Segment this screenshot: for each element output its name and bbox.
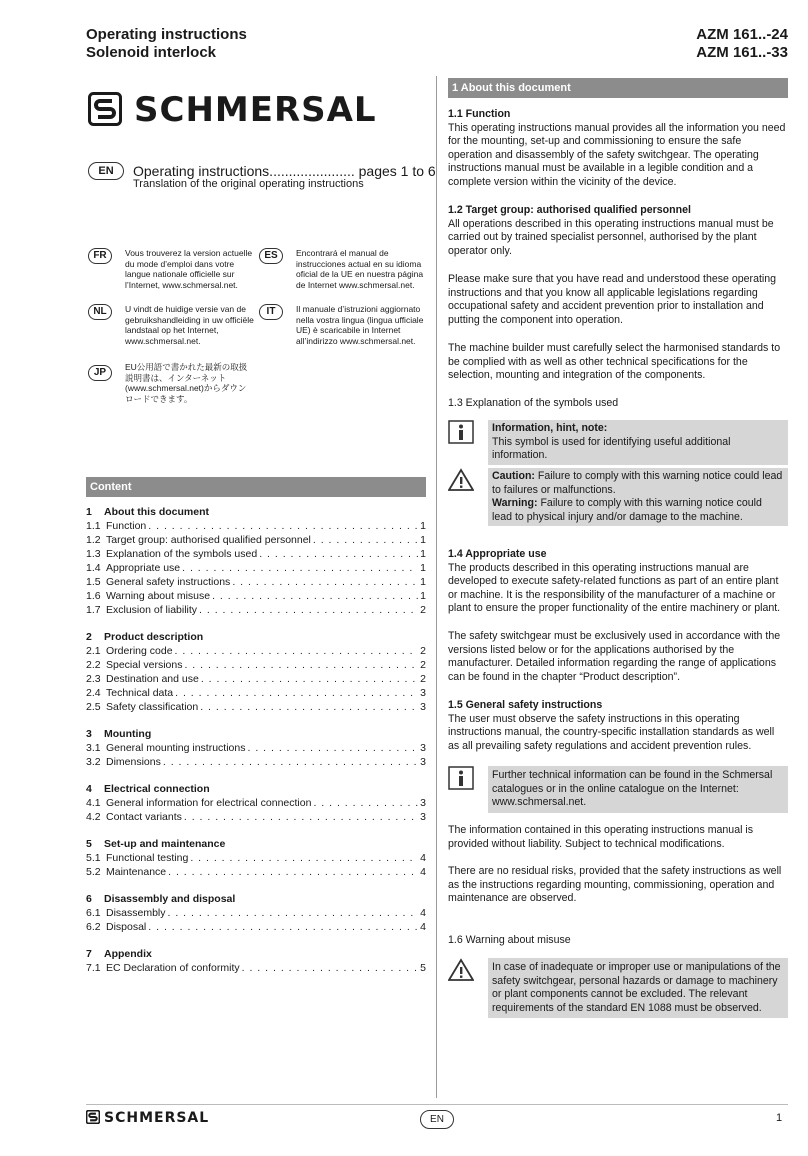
- toc-label: Contact variants: [106, 811, 182, 823]
- toc-number: 3.1: [86, 742, 101, 754]
- toc-number: 5.1: [86, 852, 101, 864]
- toc-leader: [182, 561, 418, 575]
- paragraph: The safety switchgear must be exclusively used in accordance with the versions listed below or for the applications authorised by the manufacturer. Detailed information regarding the range of applications can be found in the chapter “Product description”.: [448, 630, 781, 683]
- toc-page: 3: [420, 742, 426, 754]
- toc-label: Appropriate use: [106, 562, 181, 574]
- toc-leader: [212, 589, 418, 603]
- lang-note-text: Encontrará el manual de instrucciones actual en su idioma oficial de la UE en nuestra página de Internet www.schmersal.net.: [296, 248, 424, 290]
- paragraph: Please make sure that you have read and understood these operating instructions and that you know all applicable legislations regarding occupational safety and accident prevention prior to installation and putting the component into operation.: [448, 273, 777, 326]
- lang-badge: JP: [88, 365, 112, 381]
- toc-number: 5: [86, 838, 92, 850]
- title-line-1: Operating instructions: [86, 26, 247, 43]
- toc-entry[interactable]: [86, 603, 426, 617]
- toc-entry[interactable]: [86, 810, 426, 824]
- warning-text: Failure to comply with this warning notice could lead to physical injury and/or damage to the machine.: [492, 497, 762, 523]
- lang-note-text: U vindt de huidige versie van de gebruikshandleiding in uw officiële landstaal op het Internet, www.schmersal.net.: [125, 304, 254, 346]
- toc-leader: [190, 851, 418, 865]
- toc-entry[interactable]: [86, 547, 426, 561]
- lang-note-es: [259, 248, 429, 290]
- toc-page: 5: [420, 962, 426, 974]
- toc-page: 4: [420, 866, 426, 878]
- table-of-contents: [86, 505, 426, 988]
- section-1-2: [448, 204, 788, 258]
- caution-note: [488, 468, 788, 526]
- section-title: 1.5 General safety instructions: [448, 699, 603, 711]
- toc-label: Function: [106, 520, 147, 532]
- toc-page: 4: [420, 907, 426, 919]
- content-heading: Content: [86, 477, 426, 497]
- page-number: 1: [776, 1112, 783, 1124]
- toc-leader: [175, 644, 419, 658]
- misuse-warning-note: In case of inadequate or improper use or manipulations of the safety switchgear, personal hazards or damage to machinery or plant components cannot be excluded. The relevant requirements of the standard EN 1088 must be observed.: [488, 958, 788, 1018]
- toc-leader: [201, 672, 418, 686]
- info-note: [488, 420, 788, 465]
- toc-page: 3: [420, 811, 426, 823]
- lang-badge-en: EN: [88, 162, 124, 180]
- column-divider: [436, 76, 437, 1098]
- toc-label: Warning about misuse: [106, 590, 211, 602]
- toc-number: 6.1: [86, 907, 101, 919]
- toc-number: 7.1: [86, 962, 101, 974]
- toc-leader: [168, 865, 418, 879]
- toc-page: 4: [420, 852, 426, 864]
- toc-entry[interactable]: [86, 519, 426, 533]
- section-title: 1.1 Function: [448, 108, 511, 120]
- toc-label: General information for electrical connection: [106, 797, 312, 809]
- toc-label: Ordering code: [106, 645, 173, 657]
- toc-entry[interactable]: [86, 961, 426, 975]
- toc-number: 2.2: [86, 659, 101, 671]
- info-icon: [448, 420, 474, 444]
- footer-logo: [86, 1110, 209, 1126]
- toc-group: [86, 947, 426, 975]
- footer-logo-text: SCHMERSAL: [104, 1110, 210, 1126]
- toc-page: 1: [420, 548, 426, 560]
- toc-label: Disposal: [106, 921, 147, 933]
- toc-title: Product description: [104, 631, 204, 643]
- toc-page: 2: [420, 659, 426, 671]
- toc-entry[interactable]: [86, 796, 426, 810]
- toc-label: Exclusion of liability: [106, 604, 198, 616]
- section-title: 1.6 Warning about misuse: [448, 934, 571, 946]
- toc-number: 1.6: [86, 590, 101, 602]
- toc-entry[interactable]: [86, 575, 426, 589]
- toc-group: [86, 630, 426, 714]
- lang-note-text: EU公用語で書かれた最新の取扱説明書は、インターネット(www.schmersal.net)からダウンロードできます。: [125, 362, 248, 404]
- toc-number: 2.3: [86, 673, 101, 685]
- toc-entry[interactable]: [86, 589, 426, 603]
- toc-number: 4: [86, 783, 92, 795]
- toc-label: Dimensions: [106, 756, 161, 768]
- toc-label: EC Declaration of conformity: [106, 962, 240, 974]
- toc-page: 2: [420, 645, 426, 657]
- toc-number: 1.2: [86, 534, 101, 546]
- toc-number: 1.5: [86, 576, 101, 588]
- paragraph: All operations described in this operating instructions manual must be carried out by trained specialist personnel, authorised by the plant operator only.: [448, 217, 774, 257]
- lang-note-it: [259, 304, 429, 346]
- toc-leader: [242, 961, 419, 975]
- model-number: [696, 26, 788, 62]
- toc-entry[interactable]: [86, 672, 426, 686]
- toc-label: General safety instructions: [106, 576, 231, 588]
- toc-entry[interactable]: [86, 755, 426, 769]
- toc-entry[interactable]: [86, 851, 426, 865]
- toc-number: 2.5: [86, 701, 101, 713]
- toc-label: Explanation of the symbols used: [106, 548, 258, 560]
- paragraph: The machine builder must carefully select the harmonised standards to be complied with as well as other technical specifications for the selection, mounting and integration of the components.: [448, 342, 781, 382]
- toc-title: Disassembly and disposal: [104, 893, 236, 905]
- section-1-4: [448, 548, 788, 616]
- toc-page: 1: [420, 562, 426, 574]
- toc-number: 6.2: [86, 921, 101, 933]
- toc-entry[interactable]: [86, 906, 426, 920]
- toc-leader: [313, 533, 418, 547]
- toc-leader: [148, 920, 418, 934]
- schmersal-logo: [88, 90, 377, 130]
- model-line-1: AZM 161..-24: [696, 26, 788, 43]
- toc-leader: [168, 906, 419, 920]
- info-note: Further technical information can be found in the Schmersal catalogues or in the online catalogue on the Internet: www.schmersal.net.: [488, 766, 788, 813]
- toc-leader: [175, 686, 418, 700]
- toc-label: Maintenance: [106, 866, 167, 878]
- lang-badge: IT: [259, 304, 283, 320]
- toc-group: [86, 727, 426, 769]
- toc-label: Destination and use: [106, 673, 199, 685]
- toc-leader: [199, 603, 418, 617]
- footer-divider: [86, 1104, 788, 1105]
- toc-title: Set-up and maintenance: [104, 838, 226, 850]
- toc-page: 1: [420, 534, 426, 546]
- toc-entry[interactable]: [86, 561, 426, 575]
- warning-triangle-icon: [448, 958, 474, 982]
- lang-note-text: Vous trouverez la version actuelle du mode d’emploi dans votre langue nationale officielle sur l’Internet, www.schmersal.net.: [125, 248, 253, 290]
- toc-number: 1: [86, 506, 92, 518]
- section-title: 1.2 Target group: authorised qualified personnel: [448, 204, 691, 216]
- paragraph: The user must observe the safety instructions in this operating instructions manual, the country-specific installation standards as well as all prevailing safety regulations and accident prevention rules.: [448, 712, 775, 752]
- section-title: 1.3 Explanation of the symbols used: [448, 397, 619, 409]
- section-title: 1.4 Appropriate use: [448, 548, 547, 560]
- lang-badge: NL: [88, 304, 112, 320]
- paragraph: There are no residual risks, provided that the safety instructions as well as the instructions regarding mounting, commissioning, operation and maintenance are observed.: [448, 865, 782, 905]
- schmersal-logo-icon: [88, 92, 122, 126]
- document-title: [86, 26, 247, 62]
- model-line-2: AZM 161..-33: [696, 44, 788, 61]
- toc-page: 1: [420, 520, 426, 532]
- toc-number: 1.3: [86, 548, 101, 560]
- intro-title: Operating instructions...................... pages 1 to 6: [133, 163, 436, 179]
- toc-group: [86, 505, 426, 617]
- toc-label: Technical data: [106, 687, 174, 699]
- lang-note-jp: [88, 362, 258, 404]
- toc-group-title: [86, 837, 426, 851]
- toc-leader: [232, 575, 418, 589]
- toc-page: 2: [420, 604, 426, 616]
- toc-page: 2: [420, 673, 426, 685]
- toc-number: 1.4: [86, 562, 101, 574]
- toc-leader: [248, 741, 419, 755]
- toc-label: Special versions: [106, 659, 183, 671]
- toc-label: Functional testing: [106, 852, 189, 864]
- toc-group: [86, 892, 426, 934]
- toc-number: 1.1: [86, 520, 101, 532]
- toc-group-title: [86, 782, 426, 796]
- toc-group-title: [86, 947, 426, 961]
- toc-number: 4.2: [86, 811, 101, 823]
- toc-title: Electrical connection: [104, 783, 210, 795]
- toc-entry[interactable]: [86, 533, 426, 547]
- toc-entry[interactable]: [86, 700, 426, 714]
- toc-page: 1: [420, 590, 426, 602]
- toc-leader: [163, 755, 418, 769]
- info-icon: [448, 766, 474, 790]
- toc-page: 3: [420, 701, 426, 713]
- toc-entry[interactable]: [86, 644, 426, 658]
- toc-leader: [148, 519, 418, 533]
- toc-entry[interactable]: [86, 658, 426, 672]
- toc-group: [86, 837, 426, 879]
- toc-title: Mounting: [104, 728, 152, 740]
- schmersal-logo-icon: [86, 1110, 100, 1124]
- toc-number: 3.2: [86, 756, 101, 768]
- toc-entry[interactable]: [86, 920, 426, 934]
- info-note-title: Information, hint, note:: [492, 422, 608, 434]
- toc-page: 1: [420, 576, 426, 588]
- toc-number: 5.2: [86, 866, 101, 878]
- toc-number: 3: [86, 728, 92, 740]
- toc-group-title: [86, 630, 426, 644]
- warning-triangle-icon: [448, 468, 474, 492]
- footer-lang-badge: EN: [420, 1110, 454, 1129]
- toc-page: 4: [420, 921, 426, 933]
- lang-note-fr: [88, 248, 258, 290]
- caution-label: Caution:: [492, 470, 535, 482]
- toc-leader: [200, 700, 418, 714]
- section-1-5: [448, 699, 788, 753]
- lang-badge: FR: [88, 248, 112, 264]
- toc-page: 3: [420, 797, 426, 809]
- toc-group: [86, 782, 426, 824]
- paragraph: This operating instructions manual provides all the information you need for the mounting, set-up and commissioning to ensure the safe operation and disassembly of the safety switchgear. The operating instructions manual must be available in a legible condition and a complete version within the vicinity of the device.: [448, 121, 786, 188]
- toc-label: General mounting instructions: [106, 742, 246, 754]
- toc-entry[interactable]: [86, 686, 426, 700]
- warning-label: Warning:: [492, 497, 538, 510]
- toc-group-title: [86, 505, 426, 519]
- info-note-text: This symbol is used for identifying useful additional information.: [492, 435, 731, 462]
- toc-title: About this document: [104, 506, 209, 518]
- paragraph: The information contained in this operating instructions manual is provided without liability. Subject to technical modifications.: [448, 824, 754, 850]
- toc-page: 3: [420, 687, 426, 699]
- toc-number: 2.4: [86, 687, 101, 699]
- toc-number: 2: [86, 631, 92, 643]
- caution-text: Failure to comply with this warning notice could lead to failures or malfunctions.: [492, 470, 783, 496]
- lang-note-text: Il manuale d’istruzioni aggiornato nella vostra lingua (lingua ufficiale UE) è scaricabile in Internet all’indirizzo www.schmersal.net.: [296, 304, 424, 346]
- toc-entry[interactable]: [86, 865, 426, 879]
- title-line-2: Solenoid interlock: [86, 44, 217, 61]
- logo-wordmark: SCHMERSAL: [134, 90, 377, 130]
- toc-label: Target group: authorised qualified personnel: [106, 534, 311, 546]
- section-1-heading: 1 About this document: [448, 78, 788, 98]
- toc-number: 2.1: [86, 645, 101, 657]
- toc-leader: [313, 796, 418, 810]
- lang-badge: ES: [259, 248, 283, 264]
- toc-page: 3: [420, 756, 426, 768]
- toc-number: 4.1: [86, 797, 101, 809]
- toc-leader: [184, 658, 418, 672]
- toc-title: Appendix: [104, 948, 152, 960]
- paragraph: The products described in this operating instructions manual are developed to execute safety-related functions as part of an entire plant or machine. It is the responsibility of the manufacturer of a machine or plant to ensure the proper functionality of the entire machinery or plant.: [448, 561, 781, 615]
- toc-leader: [259, 547, 418, 561]
- toc-label: Disassembly: [106, 907, 166, 919]
- intro-subtitle: Translation of the original operating instructions: [133, 178, 364, 190]
- toc-entry[interactable]: [86, 741, 426, 755]
- toc-group-title: [86, 892, 426, 906]
- toc-number: 6: [86, 893, 92, 905]
- toc-number: 7: [86, 948, 92, 960]
- toc-label: Safety classification: [106, 701, 199, 713]
- toc-leader: [184, 810, 418, 824]
- toc-group-title: [86, 727, 426, 741]
- section-1-1: [448, 108, 788, 190]
- toc-number: 1.7: [86, 604, 101, 616]
- lang-note-nl: [88, 304, 258, 346]
